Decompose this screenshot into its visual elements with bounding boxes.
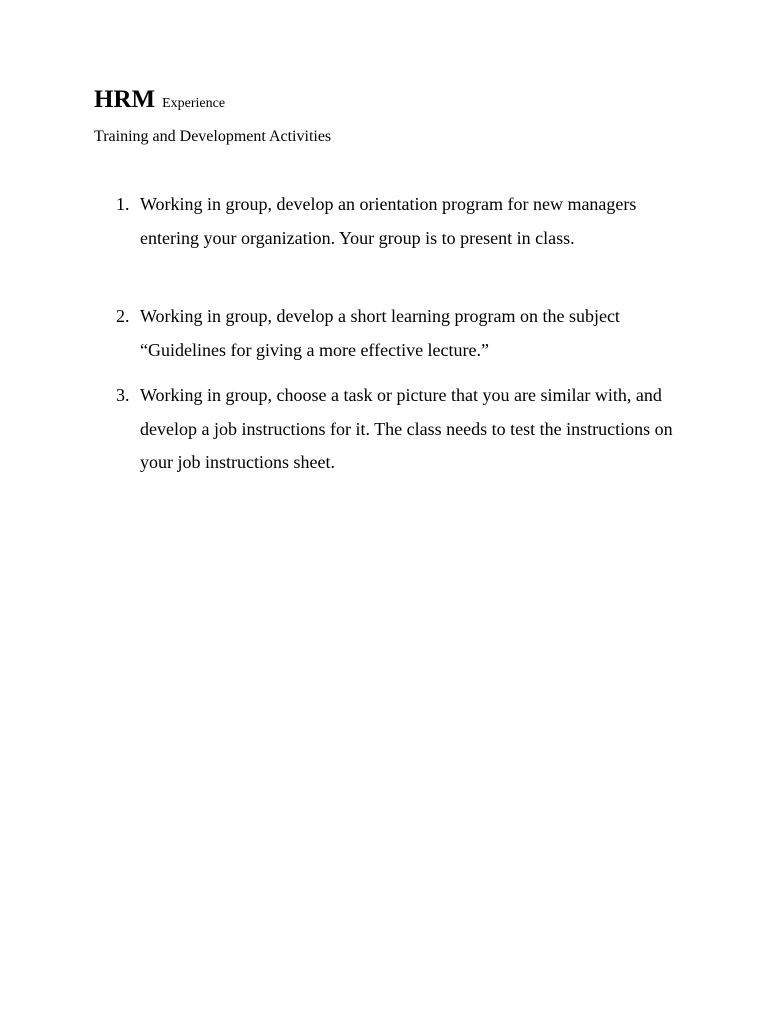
activity-text: Working in group, develop a short learning program on the subject “Guidelines for giving a more effective lecture.”: [140, 306, 620, 360]
title-suffix: Experience: [162, 96, 226, 111]
document-subtitle: Training and Development Activities: [94, 128, 332, 145]
activity-text: Working in group, develop an orientation program for new managers entering your organization. Your group is to present in class.: [140, 194, 637, 248]
activity-text: Working in group, choose a task or picture that you are similar with, and develop a job instructions for it. The class needs to test the instructions on your job instructions sheet.: [140, 385, 673, 472]
activity-number: 1.: [116, 194, 130, 214]
document-title: [94, 86, 225, 114]
activity-number: 2.: [116, 306, 130, 326]
activity-number: 3.: [116, 385, 130, 405]
title-main: HRM: [94, 86, 156, 113]
